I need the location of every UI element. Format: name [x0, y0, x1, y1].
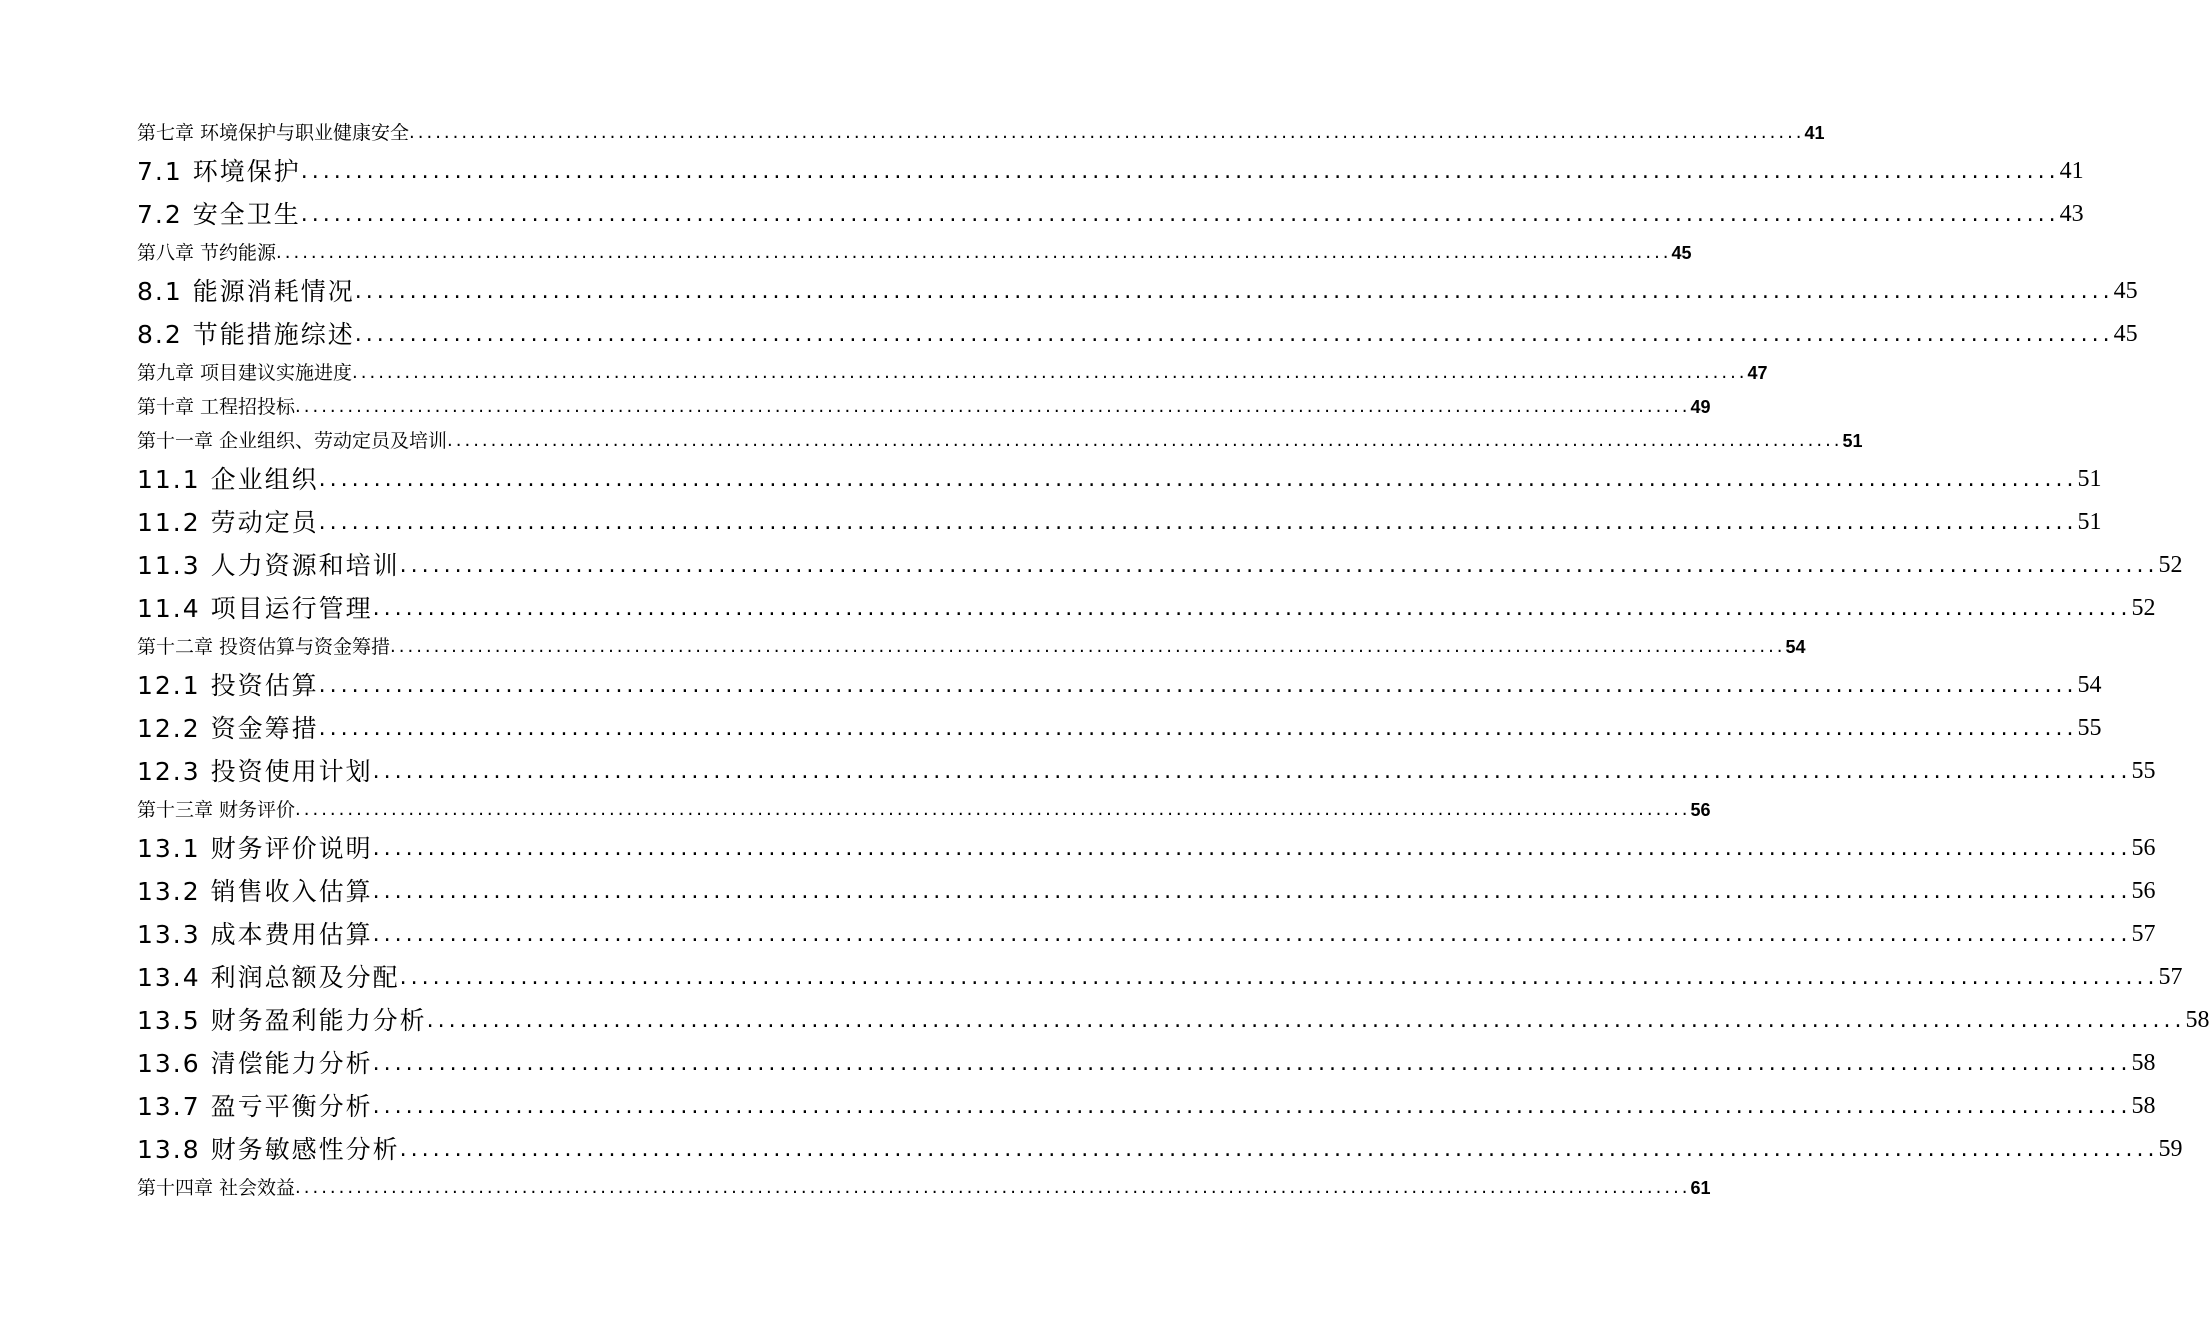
toc-chapter-entry[interactable] — [137, 630, 1806, 664]
toc-dot-leader: ................................................................................................................................................................ — [300, 159, 2060, 184]
toc-dot-leader: ................................................................................................................................................................ — [295, 396, 1691, 417]
toc-entry-title: 12.3 投资使用计划 — [137, 757, 373, 786]
toc-page-number: 56 — [2131, 878, 2156, 904]
toc-entry-title: 7.2 安全卫生 — [137, 200, 301, 229]
toc-entry-title: 第十二章 投资估算与资金筹措 — [137, 636, 391, 658]
toc-dot-leader: ................................................................................................................................................................ — [372, 1094, 2132, 1119]
toc-page-number: 45 — [1671, 243, 1692, 263]
toc-dot-leader: ................................................................................................................................................................ — [318, 510, 2078, 535]
toc-entry-title: 第十四章 社会效益 — [137, 1177, 296, 1199]
toc-page-number: 49 — [1690, 397, 1711, 417]
toc-entry-title: 7.1 环境保护 — [137, 157, 301, 186]
toc-page-number: 57 — [2131, 921, 2156, 947]
toc-dot-leader: ................................................................................................................................................................ — [447, 430, 1843, 451]
toc-dot-leader: ................................................................................................................................................................ — [426, 1008, 2186, 1033]
toc-page-number: 54 — [1785, 637, 1806, 657]
toc-section-entry[interactable] — [137, 1042, 2156, 1085]
toc-dot-leader: ................................................................................................................................................................ — [399, 965, 2159, 990]
toc-entry-title: 8.2 节能措施综述 — [137, 320, 355, 349]
toc-entry-title: 11.2 劳动定员 — [137, 508, 319, 537]
toc-entry-title: 13.5 财务盈利能力分析 — [137, 1006, 427, 1035]
toc-dot-leader: ................................................................................................................................................................ — [276, 242, 1672, 263]
toc-page-number: 59 — [2158, 1136, 2183, 1162]
toc-page-number: 57 — [2158, 964, 2183, 990]
toc-section-entry[interactable] — [137, 544, 2183, 587]
toc-entry-title: 11.1 企业组织 — [137, 465, 319, 494]
toc-page-number: 58 — [2131, 1050, 2156, 1076]
toc-dot-leader: ................................................................................................................................................................ — [295, 1177, 1691, 1198]
toc-page-number: 55 — [2131, 758, 2156, 784]
table-of-contents — [137, 116, 2210, 1205]
toc-dot-leader: ................................................................................................................................................................ — [372, 836, 2132, 861]
toc-dot-leader: ................................................................................................................................................................ — [318, 673, 2078, 698]
toc-entry-title: 11.4 项目运行管理 — [137, 594, 373, 623]
toc-dot-leader: ................................................................................................................................................................ — [352, 362, 1748, 383]
toc-section-entry[interactable] — [137, 870, 2156, 913]
toc-dot-leader: ................................................................................................................................................................ — [372, 759, 2132, 784]
toc-dot-leader: ................................................................................................................................................................ — [295, 799, 1691, 820]
toc-section-entry[interactable] — [137, 587, 2156, 630]
toc-entry-title: 11.3 人力资源和培训 — [137, 551, 400, 580]
toc-entry-title: 12.2 资金筹措 — [137, 714, 319, 743]
toc-section-entry[interactable] — [137, 750, 2156, 793]
toc-page-number: 58 — [2185, 1007, 2210, 1033]
toc-dot-leader: ................................................................................................................................................................ — [318, 716, 2078, 741]
toc-dot-leader: ................................................................................................................................................................ — [409, 122, 1805, 143]
toc-section-entry[interactable] — [137, 150, 2084, 193]
toc-chapter-entry[interactable] — [137, 1171, 1711, 1205]
toc-chapter-entry[interactable] — [137, 236, 1692, 270]
toc-page-number: 47 — [1747, 363, 1768, 383]
toc-dot-leader: ................................................................................................................................................................ — [399, 553, 2159, 578]
toc-entry-title: 8.1 能源消耗情况 — [137, 277, 355, 306]
toc-entry-title: 13.8 财务敏感性分析 — [137, 1135, 400, 1164]
toc-section-entry[interactable] — [137, 707, 2102, 750]
toc-page-number: 52 — [2131, 595, 2156, 621]
toc-entry-title: 13.6 清偿能力分析 — [137, 1049, 373, 1078]
toc-section-entry[interactable] — [137, 458, 2102, 501]
toc-dot-leader: ................................................................................................................................................................ — [354, 279, 2114, 304]
toc-page-number: 51 — [1842, 431, 1863, 451]
toc-page-number: 41 — [2059, 158, 2084, 184]
toc-entry-title: 第九章 项目建议实施进度 — [137, 362, 353, 384]
toc-section-entry[interactable] — [137, 1128, 2183, 1171]
toc-entry-title: 第十三章 财务评价 — [137, 799, 296, 821]
toc-dot-leader: ................................................................................................................................................................ — [372, 922, 2132, 947]
toc-section-entry[interactable] — [137, 913, 2156, 956]
toc-page-number: 45 — [2113, 278, 2138, 304]
toc-dot-leader: ................................................................................................................................................................ — [354, 322, 2114, 347]
toc-page-number: 56 — [2131, 835, 2156, 861]
toc-section-entry[interactable] — [137, 827, 2156, 870]
toc-page-number: 43 — [2059, 201, 2084, 227]
toc-entry-title: 第七章 环境保护与职业健康安全 — [137, 122, 410, 144]
toc-entry-title: 13.4 利润总额及分配 — [137, 963, 400, 992]
toc-section-entry[interactable] — [137, 501, 2102, 544]
toc-section-entry[interactable] — [137, 270, 2138, 313]
toc-page-number: 41 — [1804, 123, 1825, 143]
toc-page-number: 51 — [2077, 509, 2102, 535]
toc-entry-title: 第十章 工程招投标 — [137, 396, 296, 418]
toc-entry-title: 第十一章 企业组织、劳动定员及培训 — [137, 430, 448, 452]
toc-page-number: 54 — [2077, 672, 2102, 698]
toc-page-number: 56 — [1690, 800, 1711, 820]
toc-entry-title: 13.1 财务评价说明 — [137, 834, 373, 863]
toc-page-number: 58 — [2131, 1093, 2156, 1119]
toc-dot-leader: ................................................................................................................................................................ — [300, 202, 2060, 227]
toc-section-entry[interactable] — [137, 1085, 2156, 1128]
toc-dot-leader: ................................................................................................................................................................ — [390, 636, 1786, 657]
toc-chapter-entry[interactable] — [137, 116, 1825, 150]
toc-page-number: 45 — [2113, 321, 2138, 347]
toc-dot-leader: ................................................................................................................................................................ — [318, 467, 2078, 492]
toc-chapter-entry[interactable] — [137, 793, 1711, 827]
toc-entry-title: 13.2 销售收入估算 — [137, 877, 373, 906]
toc-section-entry[interactable] — [137, 999, 2210, 1042]
toc-page-number: 52 — [2158, 552, 2183, 578]
toc-chapter-entry[interactable] — [137, 390, 1711, 424]
toc-section-entry[interactable] — [137, 956, 2183, 999]
toc-page-number: 61 — [1690, 1178, 1711, 1198]
toc-entry-title: 第八章 节约能源 — [137, 242, 277, 264]
toc-section-entry[interactable] — [137, 193, 2084, 236]
toc-page-number: 55 — [2077, 715, 2102, 741]
toc-entry-title: 13.3 成本费用估算 — [137, 920, 373, 949]
toc-dot-leader: ................................................................................................................................................................ — [372, 879, 2132, 904]
toc-entry-title: 13.7 盈亏平衡分析 — [137, 1092, 373, 1121]
toc-chapter-entry[interactable] — [137, 356, 1768, 390]
toc-dot-leader: ................................................................................................................................................................ — [372, 1051, 2132, 1076]
toc-section-entry[interactable] — [137, 664, 2102, 707]
toc-page-number: 51 — [2077, 466, 2102, 492]
toc-entry-title: 12.1 投资估算 — [137, 671, 319, 700]
toc-dot-leader: ................................................................................................................................................................ — [399, 1137, 2159, 1162]
toc-section-entry[interactable] — [137, 313, 2138, 356]
toc-chapter-entry[interactable] — [137, 424, 1863, 458]
toc-dot-leader: ................................................................................................................................................................ — [372, 596, 2132, 621]
